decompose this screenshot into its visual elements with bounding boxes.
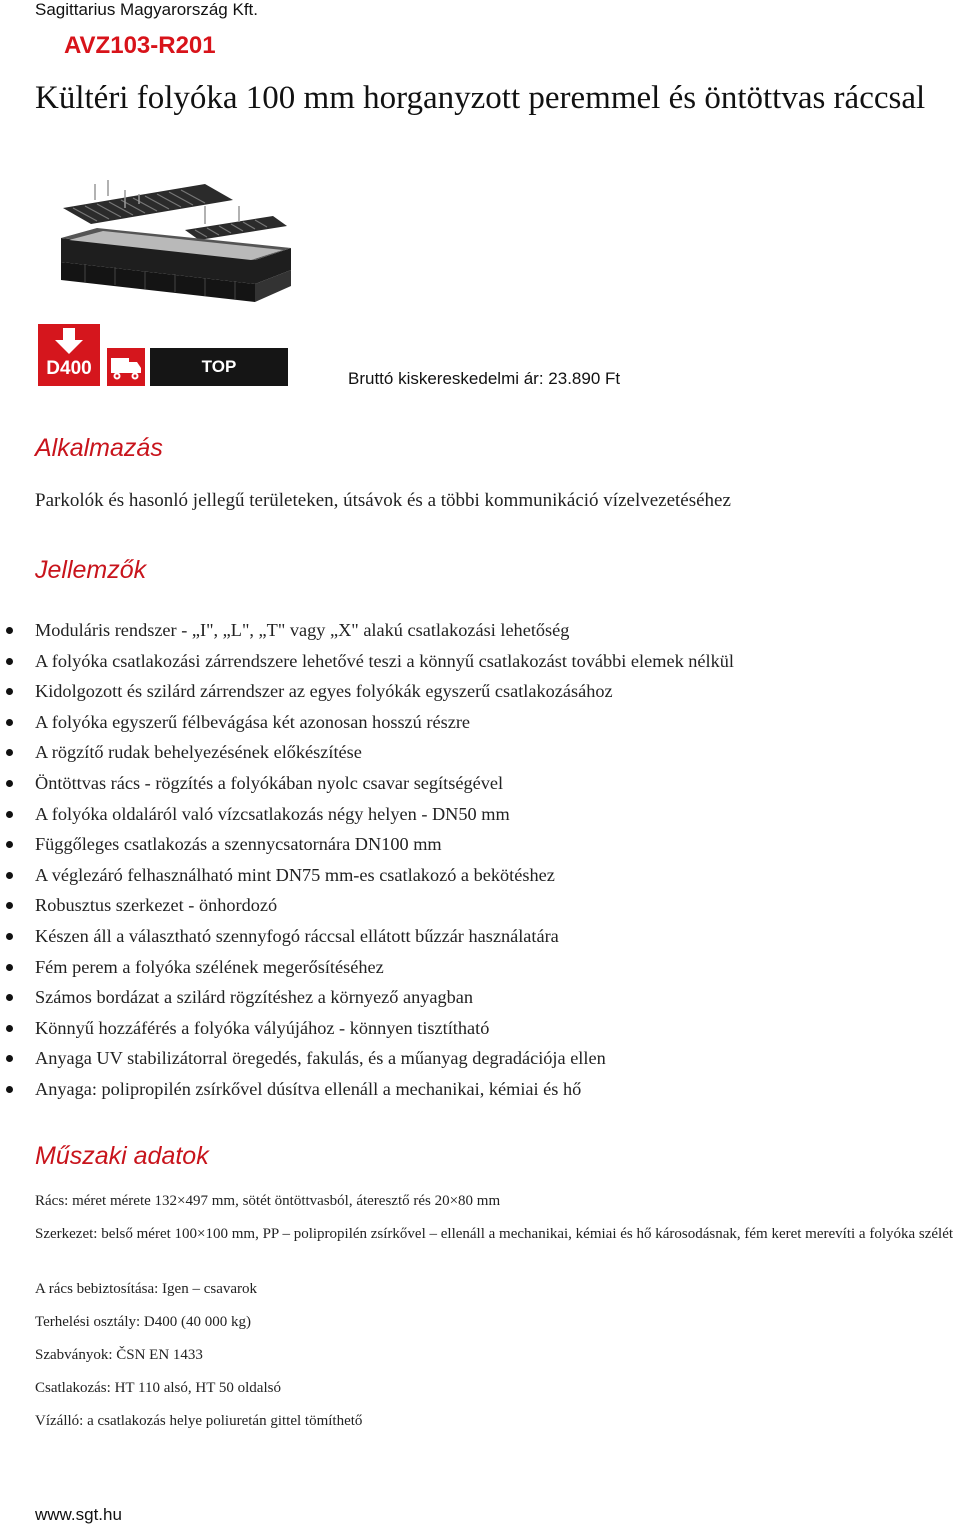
bullet-icon xyxy=(6,841,13,848)
tech-line-grate: Rács: méret mérete 132×497 mm, sötét öntöttvasból, áteresztő rés 20×80 mm xyxy=(35,1193,501,1209)
truck-badge xyxy=(107,348,145,386)
product-image xyxy=(55,178,295,313)
list-item: Moduláris rendszer - „I", „L", „T" vagy „X" alakú csatlakozási lehetőség xyxy=(0,615,734,646)
bullet-icon xyxy=(6,1055,13,1062)
grate-top-left xyxy=(63,184,233,224)
list-item: Könnyű hozzáférés a folyóka vályújához - könnyen tisztítható xyxy=(0,1013,734,1044)
bullet-icon xyxy=(6,994,13,1001)
footer-url: www.sgt.hu xyxy=(35,1505,122,1524)
tech-line-connection: Csatlakozás: HT 110 alsó, HT 50 oldalsó xyxy=(35,1380,281,1396)
application-text: Parkolók és hasonló jellegű területeken, útsávok és a többi kommunikáció vízelvezetéséhez xyxy=(35,490,731,511)
list-item: A folyóka oldaláról való vízcsatlakozás négy helyen - DN50 mm xyxy=(0,799,734,830)
bullet-icon xyxy=(6,872,13,879)
tech-line-load-class: Terhelési osztály: D400 (40 000 kg) xyxy=(35,1314,251,1330)
technical-heading: Műszaki adatok xyxy=(35,1142,209,1170)
application-heading: Alkalmazás xyxy=(35,434,163,462)
list-item: Anyaga: polipropilén zsírkővel dúsítva ellenáll a mechanikai, kémiai és hő xyxy=(0,1074,734,1105)
load-class-label: D400 xyxy=(46,358,92,379)
bullet-icon xyxy=(6,688,13,695)
price-text: Bruttó kiskereskedelmi ár: 23.890 Ft xyxy=(348,369,621,388)
bullet-icon xyxy=(6,811,13,818)
bullet-icon xyxy=(6,1025,13,1032)
list-item: Fém perem a folyóka szélének megerősítéséhez xyxy=(0,952,734,983)
bullet-icon xyxy=(6,964,13,971)
list-item: Készen áll a választható szennyfogó ráccsal ellátott bűzzár használatára xyxy=(0,921,734,952)
list-item: A folyóka egyszerű félbevágása két azonosan hosszú részre xyxy=(0,707,734,738)
tech-line-waterproof: Vízálló: a csatlakozás helye poliuretán gittel tömíthető xyxy=(35,1413,363,1429)
list-item: Számos bordázat a szilárd rögzítéshez a környező anyagban xyxy=(0,982,734,1013)
top-badge xyxy=(150,348,288,386)
load-class-badge xyxy=(38,324,100,386)
company-name: Sagittarius Magyarország Kft. xyxy=(35,0,258,19)
list-item: Öntöttvas rács - rögzítés a folyókában nyolc csavar segítségével xyxy=(0,768,734,799)
bullet-icon xyxy=(6,902,13,909)
grate-right xyxy=(185,216,287,240)
bullet-icon xyxy=(6,780,13,787)
top-badge-label: TOP xyxy=(201,357,237,376)
page-title: Kültéri folyóka 100 mm horganyzott peremmel és öntöttvas ráccsal xyxy=(35,80,926,116)
bullet-icon xyxy=(6,627,13,634)
list-item: A véglezáró felhasználható mint DN75 mm-es csatlakozó a bekötéshez xyxy=(0,860,734,891)
product-code: AVZ103-R201 xyxy=(64,32,216,59)
list-item: Anyaga UV stabilizátorral öregedés, fakulás, és a műanyag degradációja ellen xyxy=(0,1043,734,1074)
down-arrow-icon xyxy=(38,326,100,358)
truck-icon xyxy=(107,348,145,386)
tech-line-structure: Szerkezet: belső méret 100×100 mm, PP – polipropilén zsírkővel – ellenáll a mechanikai, kémiai és hő károsodásnak, fém keret merevíti a folyóka szélét xyxy=(35,1226,954,1242)
bullet-icon xyxy=(6,933,13,940)
list-item: Függőleges csatlakozás a szennycsatornára DN100 mm xyxy=(0,829,734,860)
list-item: Robusztus szerkezet - önhordozó xyxy=(0,890,734,921)
list-item: Kidolgozott és szilárd zárrendszer az egyes folyókák egyszerű csatlakozásához xyxy=(0,676,734,707)
list-item: A folyóka csatlakozási zárrendszere lehetővé teszi a könnyű csatlakozást további elemek nélkül xyxy=(0,646,734,677)
bullet-icon xyxy=(6,658,13,665)
tech-line-securing: A rács bebiztosítása: Igen – csavarok xyxy=(35,1281,258,1297)
features-heading: Jellemzők xyxy=(35,556,147,584)
bullet-icon xyxy=(6,719,13,726)
bullet-icon xyxy=(6,1086,13,1093)
list-item: A rögzítő rudak behelyezésének előkészítése xyxy=(0,737,734,768)
bullet-icon xyxy=(6,749,13,756)
tech-line-standards: Szabványok: ČSN EN 1433 xyxy=(35,1347,203,1363)
channel-body xyxy=(61,228,291,302)
features-list xyxy=(0,615,734,1105)
